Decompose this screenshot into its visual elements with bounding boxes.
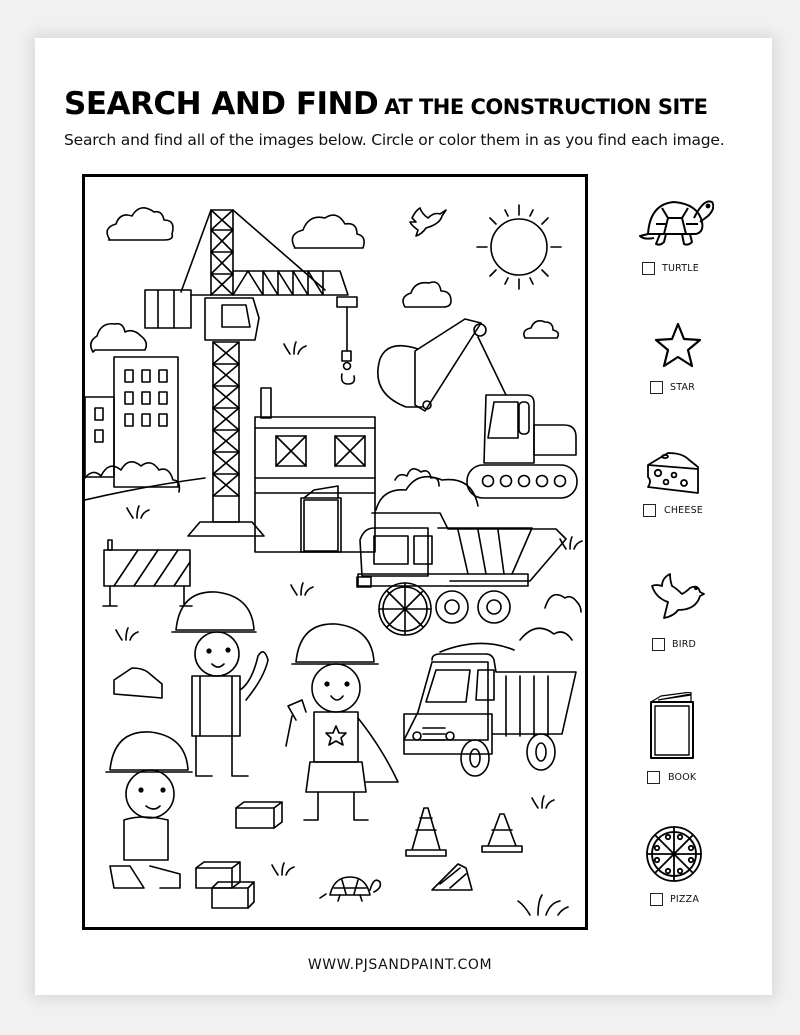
checklist-item-book [630, 688, 740, 788]
cloud-icon [91, 208, 559, 352]
checklist-label-pizza: PIZZA [670, 894, 700, 905]
pizza-icon [644, 824, 704, 884]
checklist-item-star [630, 318, 740, 408]
checklist-label-turtle: TURTLE [662, 263, 699, 274]
traffic-cones [406, 808, 522, 890]
checkbox-turtle[interactable] [642, 262, 655, 275]
hidden-star-shirt [326, 726, 346, 745]
bricks [196, 802, 282, 908]
checkbox-book[interactable] [647, 771, 660, 784]
hidden-cheese [114, 668, 162, 698]
instructions: Search and find all of the images below. Circle or color them in as you find each image. [64, 131, 725, 149]
bird-icon [410, 208, 446, 236]
title-main: SEARCH AND FIND [64, 86, 379, 122]
excavator [378, 319, 577, 498]
checklist-item-turtle [630, 190, 740, 280]
cheese-icon [644, 449, 702, 497]
checklist-item-pizza [630, 820, 740, 915]
checkbox-bird[interactable] [652, 638, 665, 651]
dump-truck-front [404, 654, 576, 776]
bird-icon [650, 572, 706, 622]
children [106, 592, 398, 888]
dump-truck-back [357, 513, 566, 635]
page-title [64, 86, 764, 122]
turtle-icon [638, 194, 714, 248]
sun-icon [477, 205, 561, 289]
unfinished-building [255, 388, 375, 552]
checklist-label-bird: BIRD [672, 639, 697, 650]
title-sub: AT THE CONSTRUCTION SITE [384, 95, 708, 119]
search-scene [82, 174, 588, 930]
website-footer: WWW.PJSANDPAINT.COM [307, 957, 493, 973]
star-icon [654, 322, 702, 368]
checkbox-pizza[interactable] [650, 893, 663, 906]
checklist-item-bird [630, 568, 740, 663]
checkbox-cheese[interactable] [643, 504, 656, 517]
hidden-book [301, 498, 341, 552]
road-barrier [103, 540, 192, 606]
checklist-label-book: BOOK [668, 772, 697, 783]
checkbox-star[interactable] [650, 381, 663, 394]
book-icon [648, 692, 698, 762]
checklist-label-cheese: CHEESE [664, 505, 704, 516]
hidden-turtle [320, 877, 380, 901]
checklist-label-star: STAR [670, 382, 695, 393]
checklist-item-cheese [630, 445, 740, 535]
